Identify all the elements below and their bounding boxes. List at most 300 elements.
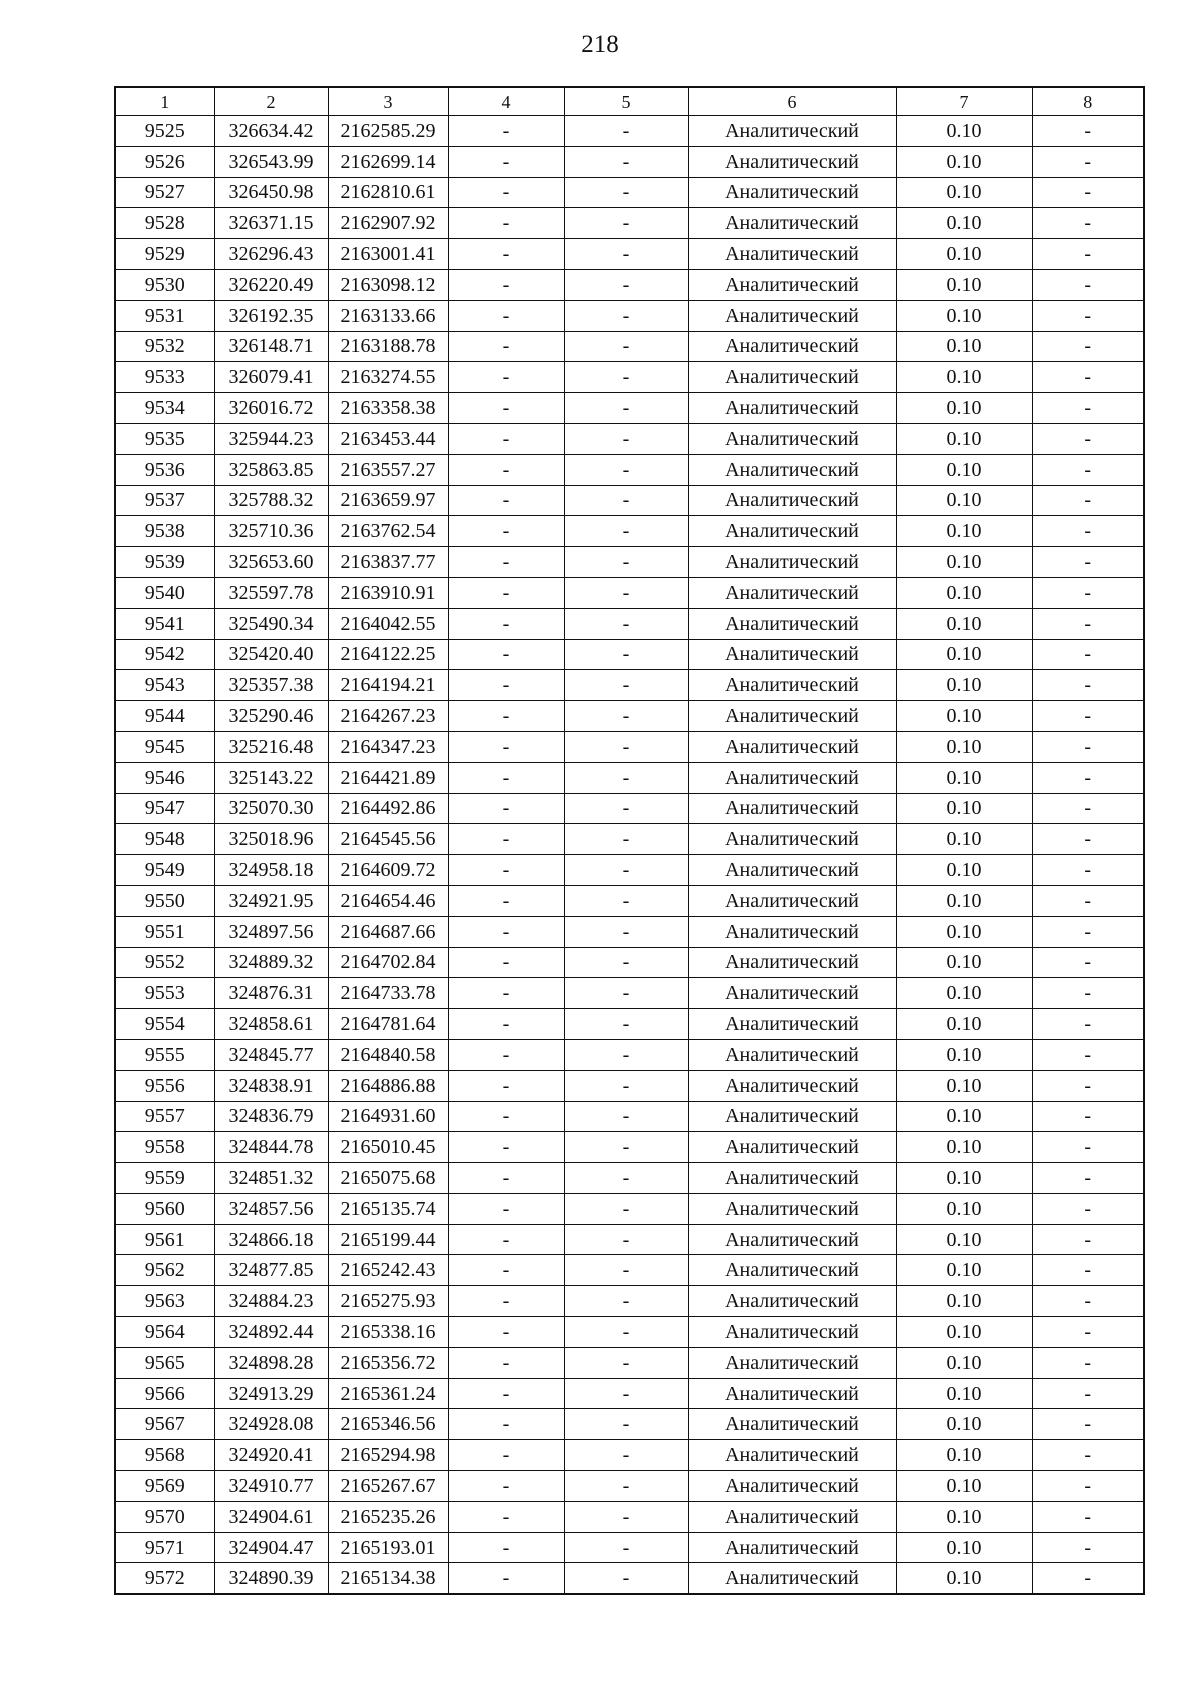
table-header-row [115,87,1144,116]
method-cell: Аналитический [688,547,896,578]
x-coordinate-cell: 326079.41 [214,362,328,393]
column-4-cell: - [448,1563,564,1594]
column-4-cell: - [448,177,564,208]
column-8-cell: - [1032,855,1144,886]
x-coordinate-cell: 324877.85 [214,1255,328,1286]
column-8-cell: - [1032,978,1144,1009]
column-5-cell: - [564,1255,688,1286]
point-number-cell: 9559 [115,1163,214,1194]
column-5-cell: - [564,916,688,947]
table-row [115,1163,1144,1194]
method-cell: Аналитический [688,300,896,331]
accuracy-cell: 0.10 [896,1317,1032,1348]
column-5-cell: - [564,362,688,393]
method-cell: Аналитический [688,177,896,208]
accuracy-cell: 0.10 [896,639,1032,670]
point-number-cell: 9563 [115,1286,214,1317]
column-4-cell: - [448,362,564,393]
method-cell: Аналитический [688,639,896,670]
accuracy-cell: 0.10 [896,208,1032,239]
column-4-cell: - [448,300,564,331]
column-8-cell: - [1032,916,1144,947]
x-coordinate-cell: 325944.23 [214,423,328,454]
accuracy-cell: 0.10 [896,1532,1032,1563]
column-4-cell: - [448,1501,564,1532]
table-row [115,855,1144,886]
point-number-cell: 9548 [115,824,214,855]
column-5-cell: - [564,608,688,639]
column-4-cell: - [448,701,564,732]
column-5-cell: - [564,423,688,454]
column-8-cell: - [1032,1532,1144,1563]
table-row [115,793,1144,824]
column-4-cell: - [448,1378,564,1409]
x-coordinate-cell: 325788.32 [214,485,328,516]
column-5-cell: - [564,300,688,331]
accuracy-cell: 0.10 [896,1163,1032,1194]
accuracy-cell: 0.10 [896,670,1032,701]
table-row [115,1255,1144,1286]
table-row [115,485,1144,516]
accuracy-cell: 0.10 [896,516,1032,547]
table-row [115,1009,1144,1040]
y-coordinate-cell: 2163133.66 [328,300,448,331]
accuracy-cell: 0.10 [896,1471,1032,1502]
y-coordinate-cell: 2164042.55 [328,608,448,639]
column-5-cell: - [564,116,688,147]
column-4-cell: - [448,116,564,147]
method-cell: Аналитический [688,239,896,270]
method-cell: Аналитический [688,1132,896,1163]
column-8-cell: - [1032,793,1144,824]
y-coordinate-cell: 2164733.78 [328,978,448,1009]
method-cell: Аналитический [688,1471,896,1502]
table-row [115,1501,1144,1532]
column-8-cell: - [1032,885,1144,916]
point-number-cell: 9552 [115,947,214,978]
method-cell: Аналитический [688,1255,896,1286]
x-coordinate-cell: 324958.18 [214,855,328,886]
column-4-cell: - [448,824,564,855]
point-number-cell: 9562 [115,1255,214,1286]
column-8-cell: - [1032,116,1144,147]
accuracy-cell: 0.10 [896,1378,1032,1409]
method-cell: Аналитический [688,916,896,947]
column-8-cell: - [1032,516,1144,547]
column-4-cell: - [448,1409,564,1440]
column-4-cell: - [448,855,564,886]
column-8-cell: - [1032,1224,1144,1255]
column-4-cell: - [448,1347,564,1378]
column-5-cell: - [564,1224,688,1255]
x-coordinate-cell: 325290.46 [214,701,328,732]
accuracy-cell: 0.10 [896,1409,1032,1440]
table-row [115,608,1144,639]
column-4-cell: - [448,1132,564,1163]
y-coordinate-cell: 2163358.38 [328,393,448,424]
y-coordinate-cell: 2165235.26 [328,1501,448,1532]
column-4-cell: - [448,454,564,485]
y-coordinate-cell: 2165135.74 [328,1193,448,1224]
y-coordinate-cell: 2164931.60 [328,1101,448,1132]
column-4-cell: - [448,1039,564,1070]
column-5-cell: - [564,1009,688,1040]
column-5-cell: - [564,1440,688,1471]
x-coordinate-cell: 324845.77 [214,1039,328,1070]
point-number-cell: 9532 [115,331,214,362]
column-5-cell: - [564,1039,688,1070]
column-8-cell: - [1032,947,1144,978]
column-4-cell: - [448,885,564,916]
table-row [115,885,1144,916]
method-cell: Аналитический [688,1378,896,1409]
column-5-cell: - [564,177,688,208]
x-coordinate-cell: 326220.49 [214,269,328,300]
table-row [115,1347,1144,1378]
table-row [115,1378,1144,1409]
accuracy-cell: 0.10 [896,731,1032,762]
x-coordinate-cell: 324876.31 [214,978,328,1009]
x-coordinate-cell: 324851.32 [214,1163,328,1194]
column-8-cell: - [1032,423,1144,454]
column-8-cell: - [1032,639,1144,670]
accuracy-cell: 0.10 [896,547,1032,578]
column-4-cell: - [448,1286,564,1317]
column-4-cell: - [448,269,564,300]
accuracy-cell: 0.10 [896,701,1032,732]
x-coordinate-cell: 325420.40 [214,639,328,670]
column-5-cell: - [564,146,688,177]
y-coordinate-cell: 2165356.72 [328,1347,448,1378]
method-cell: Аналитический [688,146,896,177]
column-4-cell: - [448,1440,564,1471]
accuracy-cell: 0.10 [896,454,1032,485]
column-5-cell: - [564,1501,688,1532]
accuracy-cell: 0.10 [896,1563,1032,1594]
x-coordinate-cell: 326543.99 [214,146,328,177]
y-coordinate-cell: 2165199.44 [328,1224,448,1255]
table-row [115,1224,1144,1255]
method-cell: Аналитический [688,1224,896,1255]
point-number-cell: 9538 [115,516,214,547]
method-cell: Аналитический [688,1039,896,1070]
method-cell: Аналитический [688,885,896,916]
x-coordinate-cell: 326450.98 [214,177,328,208]
table-row [115,393,1144,424]
column-5-cell: - [564,547,688,578]
column-5-cell: - [564,577,688,608]
column-4-cell: - [448,731,564,762]
point-number-cell: 9570 [115,1501,214,1532]
method-cell: Аналитический [688,269,896,300]
column-5-cell: - [564,670,688,701]
point-number-cell: 9525 [115,116,214,147]
column-header: 4 [448,87,564,116]
y-coordinate-cell: 2165075.68 [328,1163,448,1194]
x-coordinate-cell: 325710.36 [214,516,328,547]
x-coordinate-cell: 325597.78 [214,577,328,608]
point-number-cell: 9551 [115,916,214,947]
column-header: 5 [564,87,688,116]
method-cell: Аналитический [688,793,896,824]
table-row [115,177,1144,208]
y-coordinate-cell: 2164654.46 [328,885,448,916]
point-number-cell: 9566 [115,1378,214,1409]
column-8-cell: - [1032,1347,1144,1378]
table-row [115,1563,1144,1594]
accuracy-cell: 0.10 [896,824,1032,855]
point-number-cell: 9531 [115,300,214,331]
y-coordinate-cell: 2163274.55 [328,362,448,393]
method-cell: Аналитический [688,331,896,362]
x-coordinate-cell: 324892.44 [214,1317,328,1348]
method-cell: Аналитический [688,423,896,454]
method-cell: Аналитический [688,454,896,485]
table-row [115,1070,1144,1101]
point-number-cell: 9527 [115,177,214,208]
x-coordinate-cell: 326148.71 [214,331,328,362]
accuracy-cell: 0.10 [896,762,1032,793]
x-coordinate-cell: 324921.95 [214,885,328,916]
accuracy-cell: 0.10 [896,978,1032,1009]
table-row [115,824,1144,855]
table-row [115,239,1144,270]
column-8-cell: - [1032,577,1144,608]
column-8-cell: - [1032,269,1144,300]
x-coordinate-cell: 324898.28 [214,1347,328,1378]
y-coordinate-cell: 2164347.23 [328,731,448,762]
column-8-cell: - [1032,1132,1144,1163]
method-cell: Аналитический [688,1563,896,1594]
column-8-cell: - [1032,547,1144,578]
method-cell: Аналитический [688,116,896,147]
x-coordinate-cell: 324904.61 [214,1501,328,1532]
page-number: 218 [581,31,619,58]
column-header: 3 [328,87,448,116]
column-8-cell: - [1032,393,1144,424]
column-4-cell: - [448,947,564,978]
y-coordinate-cell: 2163188.78 [328,331,448,362]
x-coordinate-cell: 324913.29 [214,1378,328,1409]
x-coordinate-cell: 324857.56 [214,1193,328,1224]
point-number-cell: 9546 [115,762,214,793]
accuracy-cell: 0.10 [896,239,1032,270]
column-4-cell: - [448,1317,564,1348]
table-row [115,146,1144,177]
y-coordinate-cell: 2164840.58 [328,1039,448,1070]
x-coordinate-cell: 326371.15 [214,208,328,239]
x-coordinate-cell: 324928.08 [214,1409,328,1440]
table-row [115,1317,1144,1348]
y-coordinate-cell: 2165346.56 [328,1409,448,1440]
accuracy-cell: 0.10 [896,1440,1032,1471]
method-cell: Аналитический [688,516,896,547]
y-coordinate-cell: 2165010.45 [328,1132,448,1163]
column-4-cell: - [448,547,564,578]
accuracy-cell: 0.10 [896,1039,1032,1070]
x-coordinate-cell: 325653.60 [214,547,328,578]
y-coordinate-cell: 2163910.91 [328,577,448,608]
column-4-cell: - [448,146,564,177]
method-cell: Аналитический [688,670,896,701]
table-row [115,916,1144,947]
table-body [115,116,1144,1595]
column-8-cell: - [1032,1501,1144,1532]
x-coordinate-cell: 325143.22 [214,762,328,793]
y-coordinate-cell: 2164545.56 [328,824,448,855]
column-4-cell: - [448,239,564,270]
point-number-cell: 9533 [115,362,214,393]
y-coordinate-cell: 2165338.16 [328,1317,448,1348]
x-coordinate-cell: 325490.34 [214,608,328,639]
point-number-cell: 9572 [115,1563,214,1594]
method-cell: Аналитический [688,701,896,732]
y-coordinate-cell: 2163837.77 [328,547,448,578]
method-cell: Аналитический [688,762,896,793]
table-row [115,577,1144,608]
column-4-cell: - [448,608,564,639]
point-number-cell: 9547 [115,793,214,824]
column-4-cell: - [448,793,564,824]
y-coordinate-cell: 2163762.54 [328,516,448,547]
column-5-cell: - [564,978,688,1009]
point-number-cell: 9549 [115,855,214,886]
column-4-cell: - [448,1471,564,1502]
column-5-cell: - [564,762,688,793]
table-row [115,547,1144,578]
method-cell: Аналитический [688,1101,896,1132]
y-coordinate-cell: 2164421.89 [328,762,448,793]
column-5-cell: - [564,793,688,824]
column-8-cell: - [1032,177,1144,208]
y-coordinate-cell: 2165134.38 [328,1563,448,1594]
point-number-cell: 9540 [115,577,214,608]
column-8-cell: - [1032,1440,1144,1471]
x-coordinate-cell: 326634.42 [214,116,328,147]
column-4-cell: - [448,331,564,362]
y-coordinate-cell: 2164781.64 [328,1009,448,1040]
column-4-cell: - [448,1163,564,1194]
accuracy-cell: 0.10 [896,177,1032,208]
table-row [115,1286,1144,1317]
x-coordinate-cell: 325863.85 [214,454,328,485]
accuracy-cell: 0.10 [896,855,1032,886]
accuracy-cell: 0.10 [896,485,1032,516]
point-number-cell: 9565 [115,1347,214,1378]
point-number-cell: 9534 [115,393,214,424]
method-cell: Аналитический [688,731,896,762]
column-5-cell: - [564,1070,688,1101]
accuracy-cell: 0.10 [896,393,1032,424]
y-coordinate-cell: 2165275.93 [328,1286,448,1317]
column-8-cell: - [1032,1286,1144,1317]
column-4-cell: - [448,978,564,1009]
point-number-cell: 9536 [115,454,214,485]
point-number-cell: 9543 [115,670,214,701]
y-coordinate-cell: 2164687.66 [328,916,448,947]
accuracy-cell: 0.10 [896,269,1032,300]
column-4-cell: - [448,1224,564,1255]
column-4-cell: - [448,639,564,670]
column-5-cell: - [564,269,688,300]
point-number-cell: 9564 [115,1317,214,1348]
column-4-cell: - [448,916,564,947]
column-5-cell: - [564,947,688,978]
method-cell: Аналитический [688,1501,896,1532]
x-coordinate-cell: 324884.23 [214,1286,328,1317]
table-row [115,208,1144,239]
column-5-cell: - [564,1286,688,1317]
table-row [115,1532,1144,1563]
column-8-cell: - [1032,146,1144,177]
column-8-cell: - [1032,362,1144,393]
column-8-cell: - [1032,608,1144,639]
column-8-cell: - [1032,824,1144,855]
x-coordinate-cell: 324889.32 [214,947,328,978]
method-cell: Аналитический [688,1532,896,1563]
point-number-cell: 9529 [115,239,214,270]
column-4-cell: - [448,1101,564,1132]
method-cell: Аналитический [688,208,896,239]
accuracy-cell: 0.10 [896,116,1032,147]
column-5-cell: - [564,1471,688,1502]
x-coordinate-cell: 325357.38 [214,670,328,701]
point-number-cell: 9554 [115,1009,214,1040]
table-row [115,701,1144,732]
x-coordinate-cell: 324866.18 [214,1224,328,1255]
column-5-cell: - [564,1101,688,1132]
table-row [115,639,1144,670]
method-cell: Аналитический [688,1286,896,1317]
point-number-cell: 9542 [115,639,214,670]
x-coordinate-cell: 324838.91 [214,1070,328,1101]
method-cell: Аналитический [688,978,896,1009]
x-coordinate-cell: 325216.48 [214,731,328,762]
table-row [115,454,1144,485]
method-cell: Аналитический [688,393,896,424]
table-row [115,116,1144,147]
method-cell: Аналитический [688,1009,896,1040]
column-8-cell: - [1032,1563,1144,1594]
y-coordinate-cell: 2164122.25 [328,639,448,670]
accuracy-cell: 0.10 [896,300,1032,331]
column-8-cell: - [1032,208,1144,239]
y-coordinate-cell: 2165193.01 [328,1532,448,1563]
x-coordinate-cell: 324920.41 [214,1440,328,1471]
point-number-cell: 9528 [115,208,214,239]
accuracy-cell: 0.10 [896,1224,1032,1255]
column-header: 8 [1032,87,1144,116]
method-cell: Аналитический [688,1409,896,1440]
column-8-cell: - [1032,762,1144,793]
accuracy-cell: 0.10 [896,1070,1032,1101]
y-coordinate-cell: 2162810.61 [328,177,448,208]
method-cell: Аналитический [688,1193,896,1224]
accuracy-cell: 0.10 [896,1347,1032,1378]
point-number-cell: 9571 [115,1532,214,1563]
column-header: 6 [688,87,896,116]
table-row [115,1039,1144,1070]
column-8-cell: - [1032,1039,1144,1070]
point-number-cell: 9541 [115,608,214,639]
accuracy-cell: 0.10 [896,916,1032,947]
column-5-cell: - [564,1563,688,1594]
accuracy-cell: 0.10 [896,793,1032,824]
column-4-cell: - [448,423,564,454]
accuracy-cell: 0.10 [896,1193,1032,1224]
y-coordinate-cell: 2164886.88 [328,1070,448,1101]
point-number-cell: 9535 [115,423,214,454]
